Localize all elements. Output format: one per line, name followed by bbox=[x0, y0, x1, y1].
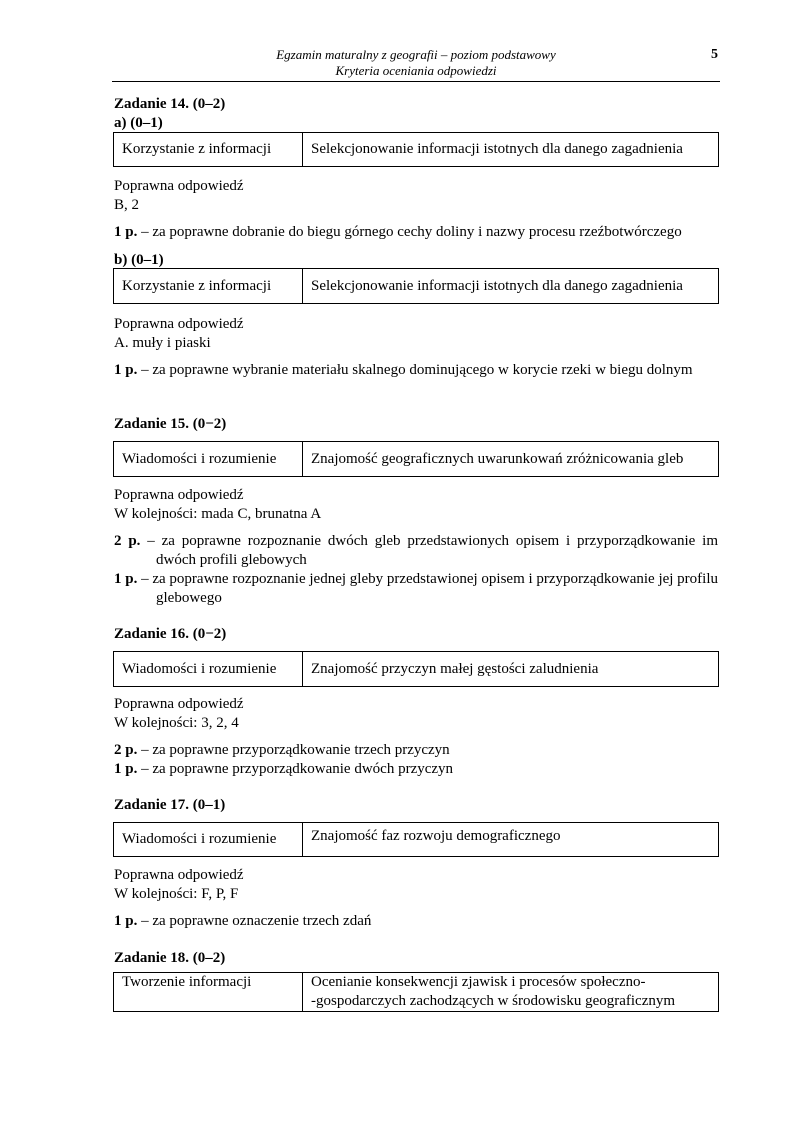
task-14-title: Zadanie 14. (0–2) bbox=[114, 96, 226, 112]
answer-label: Poprawna odpowiedź bbox=[114, 487, 244, 503]
score-text: – za poprawne rozpoznanie dwóch gleb przedstawionych opisem i przyporządkowanie im dwóch profili glebowych bbox=[140, 533, 718, 568]
task-15-title: Zadanie 15. (0−2) bbox=[114, 416, 227, 432]
score-text: – za poprawne rozpoznanie jednej gleby przedstawionej opisem i przyporządkowanie jej profilu glebowego bbox=[137, 571, 719, 606]
task-17-criteria-table bbox=[113, 822, 719, 857]
task-14a-area: Korzystanie z informacji bbox=[114, 133, 303, 167]
task-18-heading bbox=[114, 949, 225, 968]
task-14a-answer-value: B, 2 bbox=[114, 197, 140, 213]
task-18-area: Tworzenie informacji bbox=[114, 973, 303, 1012]
score-text: – za poprawne przyporządkowanie dwóch przyczyn bbox=[137, 761, 454, 777]
page-header bbox=[112, 47, 720, 82]
task-18-requirement-line1: Ocenianie konsekwencji zjawisk i procesów społeczno- bbox=[311, 974, 646, 990]
task-17-answer-value: W kolejności: F, P, F bbox=[114, 886, 239, 902]
score-text: – za poprawne przyporządkowanie trzech przyczyn bbox=[137, 742, 450, 758]
task-14a-answer bbox=[114, 177, 244, 215]
score-points: 1 p. bbox=[114, 571, 138, 587]
task-15-heading bbox=[114, 415, 226, 434]
task-14b-title: b) (0–1) bbox=[114, 252, 164, 268]
task-16-answer-value: W kolejności: 3, 2, 4 bbox=[114, 715, 239, 731]
task-16-requirement: Znajomość przyczyn małej gęstości zaludnienia bbox=[303, 652, 719, 687]
task-15-answer bbox=[114, 486, 321, 524]
task-18-requirement-line2: -gospodarczych zachodzących w środowisku geograficznym bbox=[311, 993, 676, 1009]
task-18-title: Zadanie 18. (0–2) bbox=[114, 950, 226, 966]
answer-label: Poprawna odpowiedź bbox=[114, 867, 244, 883]
task-15-scoring bbox=[114, 532, 718, 608]
score-text: – za poprawne dobranie do biegu górnego cechy doliny i nazwy procesu rzeźbotwórczego bbox=[137, 224, 682, 240]
task-14b-area: Korzystanie z informacji bbox=[114, 269, 303, 304]
task-14a-criteria-table bbox=[113, 132, 719, 167]
score-text: – za poprawne oznaczenie trzech zdań bbox=[137, 913, 372, 929]
task-15-area: Wiadomości i rozumienie bbox=[114, 442, 303, 477]
header-exam-title: Egzamin maturalny z geografii – poziom podstawowy bbox=[276, 47, 556, 62]
task-16-area: Wiadomości i rozumienie bbox=[114, 652, 303, 687]
task-15-criteria-table bbox=[113, 441, 719, 477]
page-number: 5 bbox=[711, 47, 718, 62]
score-text: – za poprawne wybranie materiału skalnego dominującego w korycie rzeki w biegu dolnym bbox=[137, 362, 693, 378]
task-15-requirement: Znajomość geograficznych uwarunkowań zróżnicowania gleb bbox=[303, 442, 719, 477]
task-17-scoring bbox=[114, 912, 718, 931]
task-17-heading bbox=[114, 796, 225, 815]
score-points: 2 p. bbox=[114, 533, 141, 549]
score-points: 1 p. bbox=[114, 761, 138, 777]
task-16-scoring bbox=[114, 741, 718, 779]
task-14b-answer-value: A. muły i piaski bbox=[114, 335, 211, 351]
task-17-area: Wiadomości i rozumienie bbox=[114, 823, 303, 857]
task-16-criteria-table bbox=[113, 651, 719, 687]
task-15-answer-value: W kolejności: mada C, brunatna A bbox=[114, 506, 322, 522]
task-14b-answer bbox=[114, 315, 244, 353]
score-points: 1 p. bbox=[114, 362, 138, 378]
answer-label: Poprawna odpowiedź bbox=[114, 178, 244, 194]
task-17-title: Zadanie 17. (0–1) bbox=[114, 797, 226, 813]
task-16-heading bbox=[114, 625, 226, 644]
score-points: 1 p. bbox=[114, 913, 138, 929]
task-16-answer bbox=[114, 695, 244, 733]
task-16-title: Zadanie 16. (0−2) bbox=[114, 626, 227, 642]
task-14a-scoring bbox=[114, 223, 718, 242]
task-17-answer bbox=[114, 866, 244, 904]
answer-label: Poprawna odpowiedź bbox=[114, 316, 244, 332]
task-14-heading bbox=[114, 95, 225, 133]
answer-label: Poprawna odpowiedź bbox=[114, 696, 244, 712]
task-18-criteria-table bbox=[113, 972, 719, 1012]
header-subtitle: Kryteria oceniania odpowiedzi bbox=[335, 63, 497, 78]
score-points: 2 p. bbox=[114, 742, 138, 758]
task-17-requirement: Znajomość faz rozwoju demograficznego bbox=[303, 823, 719, 857]
task-14b-requirement: Selekcjonowanie informacji istotnych dla danego zagadnienia bbox=[303, 269, 719, 304]
task-18-requirement bbox=[303, 973, 719, 1012]
task-14b-scoring bbox=[114, 361, 718, 380]
task-14b-criteria-table bbox=[113, 268, 719, 304]
score-points: 1 p. bbox=[114, 224, 138, 240]
task-14a-requirement: Selekcjonowanie informacji istotnych dla danego zagadnienia bbox=[303, 133, 719, 167]
task-14a-title: a) (0–1) bbox=[114, 115, 163, 131]
